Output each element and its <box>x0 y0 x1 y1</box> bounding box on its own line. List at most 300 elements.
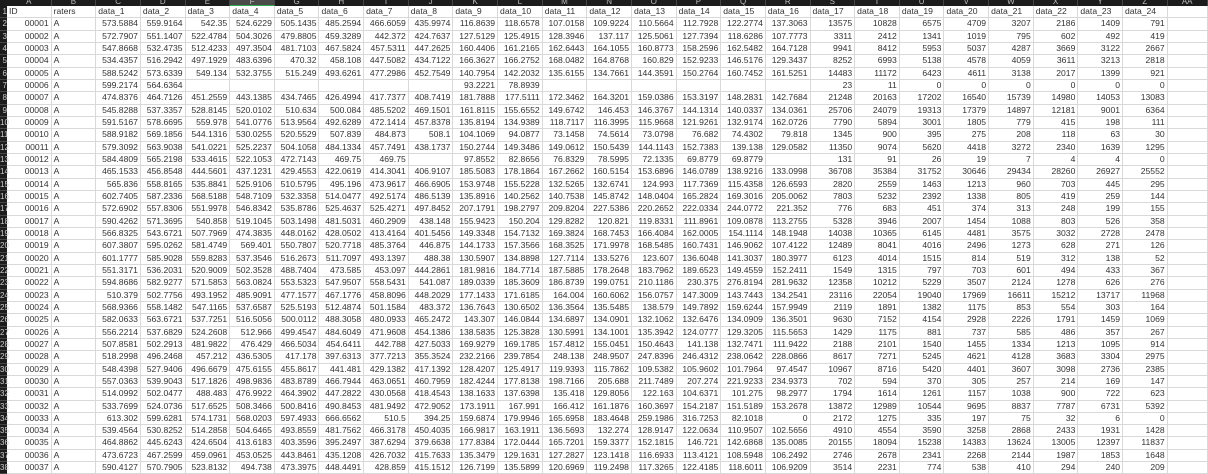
cell-data-7[interactable]: 492.5174 <box>364 191 409 203</box>
cell-data-4[interactable]: 524.6229 <box>230 18 275 30</box>
cell-raters[interactable]: A <box>52 43 97 55</box>
cell-data-9[interactable]: 161.8115 <box>453 105 498 117</box>
empty-cell[interactable] <box>1168 179 1208 191</box>
cell-raters[interactable]: A <box>52 339 97 351</box>
cell-data-22[interactable]: 3098 <box>1034 364 1079 376</box>
cell-data-4[interactable]: 548.7109 <box>230 191 275 203</box>
cell-data-11[interactable]: 135.6155 <box>543 68 588 80</box>
cell-data-2[interactable]: 558.1482 <box>141 302 186 314</box>
empty-cell[interactable] <box>1168 302 1208 314</box>
row-header[interactable]: 22 <box>0 265 7 277</box>
cell-data-18[interactable]: 91 <box>855 154 900 166</box>
cell-data-9[interactable]: 128.4207 <box>453 364 498 376</box>
cell-data-11[interactable]: 120.6969 <box>543 462 588 474</box>
row-header[interactable]: 20 <box>0 240 7 252</box>
cell-data-6[interactable]: 488.3058 <box>319 314 364 326</box>
cell-data-18[interactable]: 18094 <box>855 437 900 449</box>
cell-data-18[interactable]: 1175 <box>855 327 900 339</box>
cell-data-16[interactable]: 152.2411 <box>766 265 811 277</box>
cell-data-3[interactable]: 512.4233 <box>186 43 231 55</box>
cell-data-19[interactable]: 1515 <box>900 253 945 265</box>
cell-data-7[interactable]: 460.2909 <box>364 216 409 228</box>
cell-id[interactable]: 00037 <box>7 462 52 474</box>
cell-data-7[interactable]: 484.873 <box>364 129 409 141</box>
cell-data-8[interactable]: 438.148 <box>409 216 454 228</box>
header-cell-data-10[interactable]: data_10 <box>498 6 543 18</box>
cell-data-13[interactable]: 247.8396 <box>632 351 677 363</box>
row-header[interactable]: 31 <box>0 376 7 388</box>
column-header-j[interactable]: J <box>409 0 454 6</box>
cell-data-9[interactable]: 177.1433 <box>453 290 498 302</box>
cell-data-20[interactable]: 814 <box>944 253 989 265</box>
cell-data-18[interactable]: 24079 <box>855 105 900 117</box>
cell-id[interactable]: 00036 <box>7 450 52 462</box>
cell-data-1[interactable]: 572.6902 <box>96 203 141 215</box>
cell-data-12[interactable]: 135.5485 <box>587 302 632 314</box>
cell-data-18[interactable]: 1614 <box>855 388 900 400</box>
cell-data-6[interactable]: 492.6289 <box>319 117 364 129</box>
cell-data-2[interactable]: 537.6829 <box>141 327 186 339</box>
cell-data-3[interactable]: 524.2608 <box>186 327 231 339</box>
cell-data-19[interactable]: 10544 <box>900 401 945 413</box>
cell-data-10[interactable]: 135.5899 <box>498 462 543 474</box>
cell-raters[interactable]: A <box>52 364 97 376</box>
cell-data-17[interactable]: 9630 <box>811 314 856 326</box>
cell-raters[interactable]: A <box>52 80 97 92</box>
cell-data-7[interactable]: 485.5202 <box>364 105 409 117</box>
cell-data-3[interactable]: 533.4615 <box>186 154 231 166</box>
cell-data-5[interactable]: 525.5193 <box>275 302 320 314</box>
cell-data-1[interactable]: 551.3171 <box>96 265 141 277</box>
cell-data-4[interactable]: 476.429 <box>230 339 275 351</box>
cell-data-20[interactable]: 14383 <box>944 437 989 449</box>
cell-data-8[interactable]: 415.1512 <box>409 462 454 474</box>
cell-raters[interactable]: A <box>52 68 97 80</box>
cell-data-18[interactable]: 35384 <box>855 166 900 178</box>
cell-data-7[interactable]: 493.1397 <box>364 253 409 265</box>
cell-data-12[interactable]: 145.8742 <box>587 191 632 203</box>
cell-data-7[interactable]: 417.7377 <box>364 92 409 104</box>
cell-data-16[interactable]: 228.0866 <box>766 351 811 363</box>
cell-data-15[interactable]: 101.275 <box>721 388 766 400</box>
cell-data-24[interactable]: 30 <box>1123 129 1168 141</box>
cell-data-3[interactable]: 581.4749 <box>186 240 231 252</box>
cell-data-4[interactable]: 537.3546 <box>230 253 275 265</box>
cell-data-24[interactable]: 358 <box>1123 216 1168 228</box>
cell-data-14[interactable] <box>677 80 722 92</box>
cell-data-19[interactable]: 17202 <box>900 92 945 104</box>
cell-data-14[interactable]: 104.6371 <box>677 388 722 400</box>
cell-data-17[interactable]: 8617 <box>811 351 856 363</box>
cell-data-14[interactable]: 158.2596 <box>677 43 722 55</box>
cell-data-4[interactable]: 504.3026 <box>230 31 275 43</box>
cell-data-15[interactable]: 110.9507 <box>721 425 766 437</box>
cell-data-24[interactable]: 921 <box>1123 68 1168 80</box>
cell-data-19[interactable]: 15238 <box>900 437 945 449</box>
cell-data-12[interactable]: 120.821 <box>587 216 632 228</box>
cell-data-10[interactable]: 167.991 <box>498 401 543 413</box>
cell-data-12[interactable]: 248.9507 <box>587 351 632 363</box>
cell-data-6[interactable]: 484.6049 <box>319 327 364 339</box>
cell-data-12[interactable]: 116.3995 <box>587 117 632 129</box>
cell-data-19[interactable]: 2007 <box>900 216 945 228</box>
cell-data-23[interactable]: 6731 <box>1078 401 1123 413</box>
cell-data-23[interactable]: 259 <box>1078 191 1123 203</box>
cell-data-1[interactable]: 572.7907 <box>96 31 141 43</box>
row-header[interactable]: 11 <box>0 129 7 141</box>
cell-data-22[interactable]: 214 <box>1034 376 1079 388</box>
column-header-b[interactable]: B <box>52 0 97 6</box>
header-cell-data-3[interactable]: data_3 <box>186 6 231 18</box>
cell-data-23[interactable]: 3213 <box>1078 55 1123 67</box>
cell-data-3[interactable]: 535.8841 <box>186 179 231 191</box>
cell-raters[interactable]: A <box>52 376 97 388</box>
cell-data-18[interactable]: 11172 <box>855 68 900 80</box>
cell-id[interactable]: 00029 <box>7 364 52 376</box>
cell-id[interactable]: 00026 <box>7 327 52 339</box>
cell-data-19[interactable]: 451 <box>900 203 945 215</box>
cell-raters[interactable]: A <box>52 401 97 413</box>
cell-data-18[interactable]: 900 <box>855 129 900 141</box>
cell-data-6[interactable]: 507.839 <box>319 129 364 141</box>
cell-data-9[interactable]: 149.3348 <box>453 228 498 240</box>
cell-data-6[interactable]: 666.6562 <box>319 413 364 425</box>
cell-data-8[interactable]: 446.875 <box>409 240 454 252</box>
cell-data-6[interactable]: 481.7562 <box>319 425 364 437</box>
row-header[interactable]: 21 <box>0 253 7 265</box>
cell-data-13[interactable]: 73.0798 <box>632 129 677 141</box>
cell-data-11[interactable]: 169.3824 <box>543 228 588 240</box>
cell-data-5[interactable]: 472.7143 <box>275 154 320 166</box>
cell-data-15[interactable]: 169.3016 <box>721 191 766 203</box>
cell-data-18[interactable]: 8041 <box>855 240 900 252</box>
cell-data-11[interactable]: 136.3564 <box>543 302 588 314</box>
cell-data-20[interactable]: 197 <box>944 413 989 425</box>
cell-data-23[interactable]: 1853 <box>1078 450 1123 462</box>
cell-data-6[interactable]: 547.9507 <box>319 277 364 289</box>
cell-data-16[interactable]: 161.5251 <box>766 68 811 80</box>
cell-data-1[interactable]: 534.4357 <box>96 55 141 67</box>
cell-data-2[interactable]: 569.1856 <box>141 129 186 141</box>
cell-data-11[interactable]: 136.5693 <box>543 425 588 437</box>
cell-data-23[interactable]: 2728 <box>1078 228 1123 240</box>
cell-data-16[interactable]: 98.2977 <box>766 388 811 400</box>
cell-data-10[interactable]: 125.4917 <box>498 364 543 376</box>
cell-data-14[interactable]: 150.2764 <box>677 68 722 80</box>
cell-data-9[interactable]: 138.1633 <box>453 388 498 400</box>
cell-raters[interactable]: A <box>52 55 97 67</box>
cell-data-5[interactable]: 464.3902 <box>275 388 320 400</box>
cell-id[interactable]: 00002 <box>7 31 52 43</box>
cell-data-6[interactable]: 422.0619 <box>319 166 364 178</box>
cell-data-18[interactable]: 11 <box>855 80 900 92</box>
empty-cell[interactable] <box>1168 166 1208 178</box>
cell-data-3[interactable]: 541.0221 <box>186 142 231 154</box>
cell-data-1[interactable]: 602.7405 <box>96 191 141 203</box>
cell-data-13[interactable]: 144.1143 <box>632 142 677 154</box>
cell-data-15[interactable]: 151.5189 <box>721 401 766 413</box>
cell-id[interactable]: 00030 <box>7 376 52 388</box>
cell-data-7[interactable]: 430.0568 <box>364 388 409 400</box>
cell-data-14[interactable]: 146.0789 <box>677 166 722 178</box>
header-cell-data-15[interactable]: data_15 <box>721 6 766 18</box>
cell-data-21[interactable]: 960 <box>989 179 1034 191</box>
cell-data-9[interactable]: 159.6874 <box>453 413 498 425</box>
cell-data-9[interactable]: 116.8639 <box>453 18 498 30</box>
cell-data-8[interactable]: 483.372 <box>409 302 454 314</box>
cell-data-17[interactable]: 20155 <box>811 437 856 449</box>
empty-cell[interactable] <box>1168 437 1208 449</box>
cell-data-8[interactable]: 541.087 <box>409 277 454 289</box>
empty-cell[interactable] <box>1168 351 1208 363</box>
cell-data-19[interactable]: 1261 <box>900 388 945 400</box>
cell-data-4[interactable]: 497.3504 <box>230 43 275 55</box>
cell-data-13[interactable]: 146.3767 <box>632 105 677 117</box>
cell-data-17[interactable]: 776 <box>811 203 856 215</box>
cell-data-4[interactable]: 530.0255 <box>230 129 275 141</box>
cell-data-17[interactable]: 4910 <box>811 425 856 437</box>
cell-data-8[interactable]: 465.2472 <box>409 314 454 326</box>
cell-data-2[interactable]: 524.0736 <box>141 401 186 413</box>
cell-data-18[interactable]: 9074 <box>855 142 900 154</box>
cell-id[interactable]: 00003 <box>7 43 52 55</box>
cell-data-22[interactable]: 7787 <box>1034 401 1079 413</box>
cell-data-22[interactable]: 2017 <box>1034 68 1079 80</box>
cell-data-10[interactable]: 198.2797 <box>498 203 543 215</box>
cell-data-11[interactable]: 127.7114 <box>543 253 588 265</box>
cell-raters[interactable]: A <box>52 105 97 117</box>
header-cell-data-21[interactable]: data_21 <box>989 6 1034 18</box>
cell-data-13[interactable]: 168.5485 <box>632 240 677 252</box>
cell-data-14[interactable]: 147.3009 <box>677 290 722 302</box>
cell-data-6[interactable]: 435.1208 <box>319 450 364 462</box>
cell-data-21[interactable]: 7 <box>989 154 1034 166</box>
empty-cell[interactable] <box>1168 228 1208 240</box>
cell-data-17[interactable]: 2172 <box>811 413 856 425</box>
cell-data-15[interactable]: 109.0878 <box>721 216 766 228</box>
cell-data-3[interactable]: 574.1731 <box>186 413 231 425</box>
cell-data-15[interactable]: 160.7452 <box>721 68 766 80</box>
cell-data-22[interactable]: 419 <box>1034 191 1079 203</box>
cell-data-19[interactable]: 5620 <box>900 142 945 154</box>
cell-raters[interactable]: A <box>52 117 97 129</box>
row-header[interactable]: 33 <box>0 401 7 413</box>
cell-data-5[interactable]: 443.8461 <box>275 450 320 462</box>
cell-data-18[interactable]: 22054 <box>855 290 900 302</box>
cell-data-10[interactable]: 166.2752 <box>498 55 543 67</box>
cell-data-24[interactable]: 11968 <box>1123 290 1168 302</box>
column-header-i[interactable]: I <box>364 0 409 6</box>
cell-data-2[interactable]: 516.2942 <box>141 55 186 67</box>
cell-data-21[interactable]: 3607 <box>989 364 1034 376</box>
cell-data-3[interactable]: 517.6525 <box>186 401 231 413</box>
cell-data-23[interactable]: 1639 <box>1078 142 1123 154</box>
cell-data-18[interactable]: 7271 <box>855 351 900 363</box>
cell-data-4[interactable]: 569.401 <box>230 240 275 252</box>
cell-data-23[interactable]: 198 <box>1078 117 1123 129</box>
cell-data-11[interactable]: 149.0612 <box>543 142 588 154</box>
cell-data-11[interactable]: 198.7166 <box>543 376 588 388</box>
cell-data-7[interactable]: 473.9617 <box>364 179 409 191</box>
cell-data-7[interactable]: 457.5311 <box>364 43 409 55</box>
cell-data-21[interactable]: 257 <box>989 376 1034 388</box>
row-header[interactable]: 30 <box>0 364 7 376</box>
cell-data-22[interactable]: 3032 <box>1034 228 1079 240</box>
cell-data-23[interactable]: 271 <box>1078 240 1123 252</box>
cell-data-16[interactable] <box>766 154 811 166</box>
cell-data-8[interactable]: 355.3524 <box>409 351 454 363</box>
empty-cell[interactable] <box>1168 68 1208 80</box>
cell-data-14[interactable]: 141.138 <box>677 339 722 351</box>
row-header[interactable]: 4 <box>0 43 7 55</box>
cell-data-20[interactable]: 2496 <box>944 240 989 252</box>
cell-data-23[interactable]: 13717 <box>1078 290 1123 302</box>
cell-data-7[interactable]: 428.859 <box>364 462 409 474</box>
cell-data-22[interactable]: 312 <box>1034 253 1079 265</box>
cell-data-22[interactable]: 486 <box>1034 327 1079 339</box>
cell-data-13[interactable]: 160.829 <box>632 55 677 67</box>
cell-data-16[interactable]: 134.2541 <box>766 290 811 302</box>
cell-data-7[interactable]: 442.788 <box>364 339 409 351</box>
cell-data-15[interactable]: 159.6244 <box>721 302 766 314</box>
cell-id[interactable]: 00035 <box>7 437 52 449</box>
empty-cell[interactable] <box>1168 253 1208 265</box>
cell-data-2[interactable]: 578.6695 <box>141 117 186 129</box>
cell-data-11[interactable]: 132.5265 <box>543 179 588 191</box>
cell-data-7[interactable]: 466.3178 <box>364 425 409 437</box>
cell-data-20[interactable]: 30646 <box>944 166 989 178</box>
cell-data-9[interactable]: 181.9816 <box>453 265 498 277</box>
cell-data-7[interactable]: 480.0933 <box>364 314 409 326</box>
header-cell-raters[interactable]: raters <box>52 6 97 18</box>
cell-data-11[interactable]: 209.8204 <box>543 203 588 215</box>
cell-data-3[interactable]: 559.8283 <box>186 253 231 265</box>
empty-cell[interactable] <box>1168 450 1208 462</box>
cell-data-18[interactable]: 4014 <box>855 253 900 265</box>
cell-data-13[interactable]: 125.5061 <box>632 31 677 43</box>
cell-data-11[interactable]: 167.2662 <box>543 166 588 178</box>
cell-data-24[interactable]: 791 <box>1123 18 1168 30</box>
cell-data-9[interactable]: 138.5835 <box>453 327 498 339</box>
cell-data-16[interactable]: 148.1948 <box>766 228 811 240</box>
column-header-w[interactable]: W <box>989 0 1034 6</box>
column-header-z[interactable]: Z <box>1123 0 1168 6</box>
cell-data-16[interactable]: 129.3437 <box>766 55 811 67</box>
cell-data-3[interactable]: 507.7969 <box>186 228 231 240</box>
cell-data-5[interactable]: 597.4933 <box>275 413 320 425</box>
cell-data-15[interactable]: 140.0337 <box>721 105 766 117</box>
cell-data-7[interactable]: 413.4164 <box>364 228 409 240</box>
cell-data-22[interactable]: 803 <box>1034 216 1079 228</box>
cell-data-24[interactable]: 126 <box>1123 240 1168 252</box>
cell-data-24[interactable]: 367 <box>1123 265 1168 277</box>
cell-data-8[interactable]: 438.1737 <box>409 142 454 154</box>
cell-data-6[interactable]: 484.1334 <box>319 142 364 154</box>
cell-data-24[interactable]: 2667 <box>1123 43 1168 55</box>
cell-data-21[interactable]: 410 <box>989 462 1034 474</box>
cell-data-23[interactable]: 1409 <box>1078 18 1123 30</box>
cell-data-2[interactable]: 502.0477 <box>141 388 186 400</box>
cell-data-18[interactable]: 2559 <box>855 179 900 191</box>
cell-data-22[interactable]: 0 <box>1034 80 1079 92</box>
cell-data-3[interactable]: 568.5188 <box>186 191 231 203</box>
empty-cell[interactable] <box>1168 6 1208 18</box>
cell-data-19[interactable]: 2392 <box>900 191 945 203</box>
empty-cell[interactable] <box>1168 117 1208 129</box>
cell-data-13[interactable]: 132.1062 <box>632 314 677 326</box>
cell-data-16[interactable]: 205.0062 <box>766 191 811 203</box>
cell-data-12[interactable]: 161.1876 <box>587 401 632 413</box>
cell-data-20[interactable]: 0 <box>944 80 989 92</box>
cell-data-1[interactable]: 514.0992 <box>96 388 141 400</box>
cell-data-14[interactable]: 112.7928 <box>677 18 722 30</box>
cell-data-1[interactable]: 547.8668 <box>96 43 141 55</box>
cell-data-23[interactable]: 138 <box>1078 253 1123 265</box>
cell-data-7[interactable]: 377.7213 <box>364 351 409 363</box>
cell-data-6[interactable]: 428.0502 <box>319 228 364 240</box>
cell-id[interactable]: 00027 <box>7 339 52 351</box>
row-header[interactable]: 8 <box>0 92 7 104</box>
cell-data-17[interactable]: 13575 <box>811 18 856 30</box>
cell-data-10[interactable]: 129.1631 <box>498 450 543 462</box>
cell-data-18[interactable]: 8412 <box>855 43 900 55</box>
cell-data-19[interactable]: 6423 <box>900 68 945 80</box>
cell-raters[interactable]: A <box>52 92 97 104</box>
cell-raters[interactable]: A <box>52 31 97 43</box>
row-header[interactable]: 32 <box>0 388 7 400</box>
cell-data-21[interactable]: 1088 <box>989 216 1034 228</box>
cell-data-18[interactable]: 594 <box>855 376 900 388</box>
empty-cell[interactable] <box>1168 80 1208 92</box>
cell-data-4[interactable]: 475.6155 <box>230 364 275 376</box>
cell-data-13[interactable]: 159.0386 <box>632 92 677 104</box>
cell-data-24[interactable]: 2818 <box>1123 55 1168 67</box>
cell-id[interactable]: 00008 <box>7 105 52 117</box>
cell-data-17[interactable]: 9941 <box>811 43 856 55</box>
row-header[interactable]: 23 <box>0 277 7 289</box>
header-cell-data-2[interactable]: data_2 <box>141 6 186 18</box>
cell-raters[interactable]: A <box>52 166 97 178</box>
cell-data-21[interactable]: 2144 <box>989 450 1034 462</box>
cell-data-4[interactable]: 436.5305 <box>230 351 275 363</box>
cell-data-14[interactable]: 105.9602 <box>677 364 722 376</box>
cell-data-17[interactable]: 10967 <box>811 364 856 376</box>
cell-id[interactable]: 00015 <box>7 191 52 203</box>
cell-data-19[interactable]: 335 <box>900 413 945 425</box>
cell-data-2[interactable]: 539.9043 <box>141 376 186 388</box>
column-header-n[interactable]: N <box>587 0 632 6</box>
cell-data-23[interactable]: 3122 <box>1078 43 1123 55</box>
cell-data-21[interactable]: 2124 <box>989 277 1034 289</box>
cell-data-9[interactable]: 173.1911 <box>453 401 498 413</box>
cell-data-20[interactable]: 1019 <box>944 31 989 43</box>
cell-data-6[interactable] <box>319 80 364 92</box>
cell-data-15[interactable]: 122.2774 <box>721 18 766 30</box>
cell-data-6[interactable]: 466.7944 <box>319 376 364 388</box>
cell-data-11[interactable]: 166.412 <box>543 401 588 413</box>
cell-data-12[interactable]: 183.4648 <box>587 413 632 425</box>
cell-data-4[interactable]: 516.5056 <box>230 314 275 326</box>
cell-data-21[interactable]: 14897 <box>989 105 1034 117</box>
header-cell-data-4[interactable]: data_4 <box>230 6 275 18</box>
cell-data-20[interactable]: 17969 <box>944 290 989 302</box>
cell-data-23[interactable]: 445 <box>1078 179 1123 191</box>
row-header[interactable]: 14 <box>0 166 7 178</box>
cell-data-11[interactable]: 162.6443 <box>543 43 588 55</box>
cell-data-5[interactable]: 483.8789 <box>275 376 320 388</box>
cell-data-21[interactable]: 0 <box>989 80 1034 92</box>
cell-data-7[interactable]: 477.2986 <box>364 68 409 80</box>
